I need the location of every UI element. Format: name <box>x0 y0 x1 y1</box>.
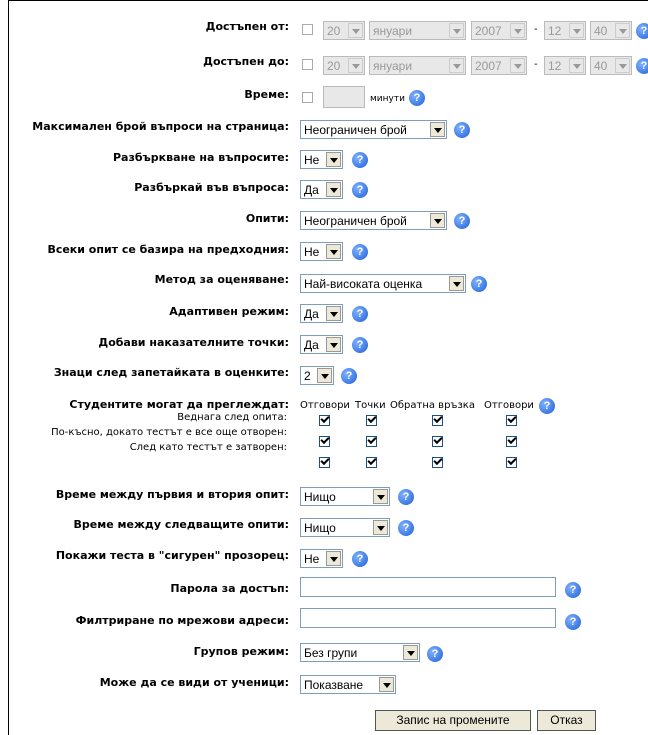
review-column-responses: Отговори <box>300 400 350 411</box>
help-icon[interactable]: ? <box>565 614 581 630</box>
subnet-input[interactable] <box>300 608 556 628</box>
cancel-button[interactable]: Отказ <box>537 710 596 731</box>
delay1-select[interactable]: Нищо <box>300 487 390 506</box>
attempts-select[interactable]: Неограничен брой <box>300 211 447 230</box>
available-to-label: Достъпен до: <box>203 55 289 68</box>
available-from-month-select[interactable]: януари <box>369 21 466 40</box>
review-checkbox[interactable] <box>366 457 377 468</box>
review-row-closed: След като тестът е затворен: <box>129 442 287 453</box>
shuffle-within-label: Разбъркай във въпроса: <box>134 181 289 194</box>
available-to-day-select[interactable]: 20 <box>323 56 365 75</box>
delay2-label: Време между следващите опити: <box>73 518 289 531</box>
help-icon[interactable]: ? <box>352 244 368 260</box>
secure-window-select[interactable]: Не <box>300 549 343 568</box>
grading-method-label: Метод за оценяване: <box>154 273 289 286</box>
help-icon[interactable]: ? <box>636 58 648 74</box>
review-checkbox[interactable] <box>366 415 377 426</box>
review-row-open: По-късно, докато тестът е все още отворен: <box>51 427 287 438</box>
visible-select[interactable]: Показване <box>300 675 396 694</box>
time-limit-enable-checkbox[interactable] <box>302 92 313 103</box>
visible-label: Може да се види от ученици: <box>99 676 289 689</box>
decimal-digits-label: Знаци след запетайката в оценките: <box>53 366 289 379</box>
decimal-digits-select[interactable]: 2 <box>300 366 334 385</box>
help-icon[interactable]: ? <box>636 23 648 39</box>
password-input[interactable] <box>300 577 556 597</box>
review-checkbox[interactable] <box>506 457 517 468</box>
help-icon[interactable]: ? <box>341 368 357 384</box>
available-from-day-select[interactable]: 20 <box>323 21 365 40</box>
shuffle-questions-label: Разбъркване на въпросите: <box>112 151 289 164</box>
available-from-enable-checkbox[interactable] <box>302 24 313 35</box>
available-to-enable-checkbox[interactable] <box>302 59 313 70</box>
available-to-minute-select[interactable]: 40 <box>590 56 632 75</box>
review-row-immediately: Веднага след опита: <box>177 412 287 423</box>
available-to-hour-select[interactable]: 12 <box>544 56 586 75</box>
help-icon[interactable]: ? <box>352 152 368 168</box>
available-from-hour-select[interactable]: 12 <box>544 21 586 40</box>
password-label: Парола за достъп: <box>170 582 289 595</box>
review-checkbox[interactable] <box>366 436 377 447</box>
help-icon[interactable]: ? <box>409 90 425 106</box>
group-mode-select[interactable]: Без групи <box>300 643 420 662</box>
build-on-last-label: Всеки опит се базира на предходния: <box>47 243 289 256</box>
time-limit-input[interactable] <box>323 86 365 108</box>
adaptive-mode-label: Адаптивен режим: <box>169 305 289 318</box>
help-icon[interactable]: ? <box>565 582 581 598</box>
help-icon[interactable]: ? <box>539 398 555 414</box>
available-from-minute-select[interactable]: 40 <box>590 21 632 40</box>
help-icon[interactable]: ? <box>352 306 368 322</box>
max-questions-select[interactable]: Неограничен брой <box>300 120 447 139</box>
help-icon[interactable]: ? <box>471 276 487 292</box>
help-icon[interactable]: ? <box>454 213 470 229</box>
help-icon[interactable]: ? <box>352 551 368 567</box>
build-on-last-select[interactable]: Не <box>300 242 343 261</box>
penalties-label: Добави наказателните точки: <box>98 336 289 349</box>
available-to-year-select[interactable]: 2007 <box>471 56 527 75</box>
review-column-scores: Точки <box>355 400 386 411</box>
help-icon[interactable]: ? <box>352 182 368 198</box>
attempts-label: Опити: <box>245 212 289 225</box>
save-button[interactable]: Запис на промените <box>375 710 531 731</box>
secure-window-label: Покажи теста в "сигурен" прозорец: <box>55 549 289 562</box>
time-limit-unit: минути <box>370 94 405 104</box>
shuffle-questions-select[interactable]: Не <box>300 150 343 169</box>
penalties-select[interactable]: Да <box>300 335 343 354</box>
available-to-month-select[interactable]: януари <box>369 56 466 75</box>
time-separator: - <box>534 59 538 70</box>
review-checkbox[interactable] <box>319 457 330 468</box>
help-icon[interactable]: ? <box>398 489 414 505</box>
help-icon[interactable]: ? <box>352 337 368 353</box>
max-questions-label: Максимален брой въпроси на страница: <box>32 120 289 133</box>
review-checkbox[interactable] <box>319 436 330 447</box>
review-checkbox[interactable] <box>319 415 330 426</box>
subnet-label: Филтриране по мрежови адреси: <box>75 614 289 627</box>
grading-method-select[interactable]: Най-високата оценка <box>300 274 466 293</box>
review-checkbox[interactable] <box>432 415 443 426</box>
available-from-year-select[interactable]: 2007 <box>471 21 527 40</box>
available-from-label: Достъпен от: <box>205 20 289 33</box>
delay1-label: Време между първия и втория опит: <box>55 488 289 501</box>
time-limit-label: Време: <box>244 88 289 101</box>
help-icon[interactable]: ? <box>427 646 443 662</box>
review-checkbox[interactable] <box>506 415 517 426</box>
review-options-label: Студентите могат да преглеждат: <box>69 398 289 411</box>
help-icon[interactable]: ? <box>454 122 470 138</box>
review-checkbox[interactable] <box>432 457 443 468</box>
group-mode-label: Групов режим: <box>193 645 289 658</box>
adaptive-mode-select[interactable]: Да <box>300 304 343 323</box>
delay2-select[interactable]: Нищо <box>300 518 390 537</box>
review-column-answers: Отговори <box>484 400 534 411</box>
shuffle-within-select[interactable]: Да <box>300 180 343 199</box>
time-separator: - <box>534 24 538 35</box>
review-checkbox[interactable] <box>506 436 517 447</box>
review-checkbox[interactable] <box>432 436 443 447</box>
help-icon[interactable]: ? <box>398 520 414 536</box>
review-column-feedback: Обратна връзка <box>390 400 475 411</box>
